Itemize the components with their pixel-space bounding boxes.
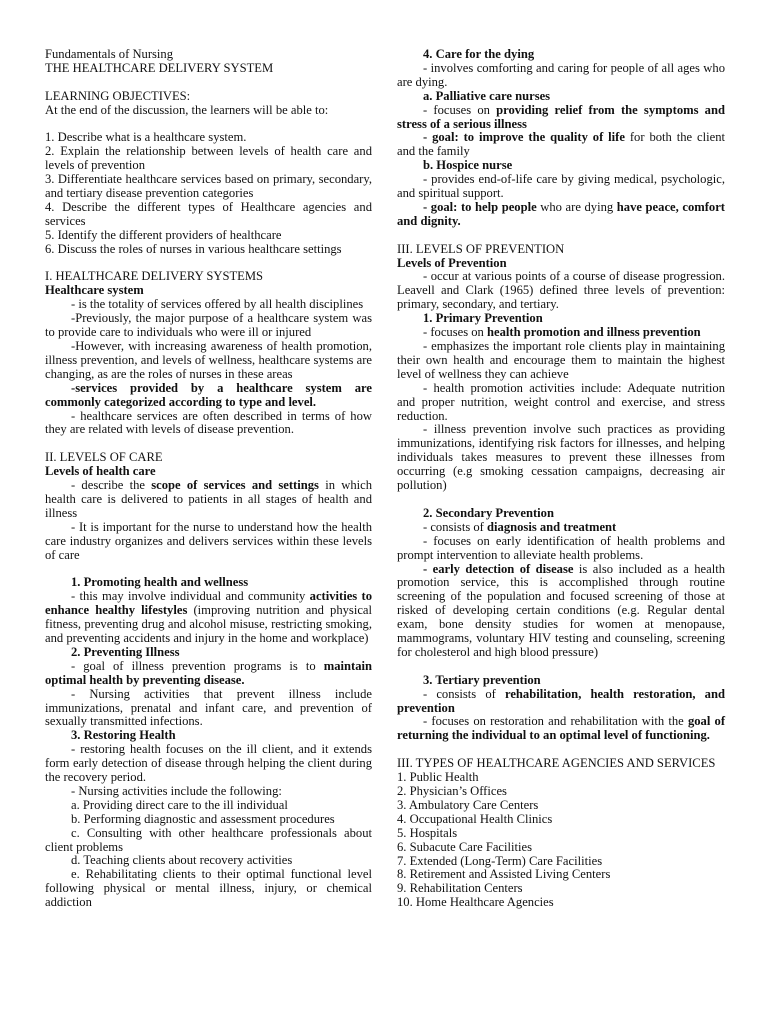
objectives-list (45, 131, 372, 256)
paragraph: - goal: to help people who are dying have peace, comfort and dignity. (397, 199, 726, 228)
paragraph: - consists of diagnosis and treatment (423, 519, 617, 534)
subtitle: b. Hospice nurse (423, 158, 513, 173)
document-title: THE HEALTHCARE DELIVERY SYSTEM (45, 60, 274, 75)
paragraph: - It is important for the nurse to understand how the health care industry organizes and delivers services within these levels of care (45, 519, 372, 562)
agency-item: 4. Occupational Health Clinics (397, 811, 553, 826)
paragraph: - healthcare services are often described in terms of how they are related with levels of disease prevention. (45, 408, 372, 437)
agency-item: 5. Hospitals (397, 825, 458, 840)
subtitle: a. Palliative care nurses (423, 88, 551, 103)
paragraph: -However, with increasing awareness of health promotion, illness prevention, and levels of wellness, healthcare systems are changing, as are the roles of nurses in these areas (45, 338, 372, 381)
list-item: c. Consulting with other healthcare professionals about client problems (45, 825, 372, 854)
objective-item: 1. Describe what is a healthcare system. (45, 130, 247, 145)
prevention-title: 3. Tertiary prevention (423, 672, 541, 687)
paragraph: - describe the scope of services and settings in which health care is delivered to patients in all stages of health and illness (45, 478, 373, 520)
paragraph: - focuses on health promotion and illness prevention (423, 325, 701, 340)
paragraph: - is the totality of services offered by all health disciplines (71, 297, 364, 312)
prevention-title: 1. Primary Prevention (423, 311, 543, 326)
paragraph: - emphasizes the important role clients play in maintaining their own health and encourage them to maintain the highest level of wellness they can achieve (397, 339, 725, 381)
objective-item: 2. Explain the relationship between levels of health care and levels of prevention (45, 144, 372, 173)
paragraph: - occur at various points of a course of disease progression. Leavell and Clark (1965) defined three levels of prevention: primary, secondary, and tertiary. (397, 269, 725, 312)
agencies-list (397, 771, 725, 910)
list-item: d. Teaching clients about recovery activities (71, 853, 293, 868)
paragraph: - focuses on restoration and rehabilitation with the goal of returning the individual to an optimal level of functioning. (397, 714, 726, 743)
agency-item: 7. Extended (Long-Term) Care Facilities (397, 853, 603, 868)
paragraph: - focuses on early identification of health problems and prompt intervention to alleviate health problems. (397, 533, 725, 562)
level-title: 3. Restoring Health (71, 728, 176, 743)
list-item: e. Rehabilitating clients to their optimal functional level following physical or mental illness, injury, or chemical addiction (45, 867, 372, 910)
agency-item: 2. Physician’s Offices (397, 783, 507, 798)
paragraph: - goal of illness prevention programs is to maintain optimal health by preventing disease. (45, 658, 372, 687)
paragraph: - consists of rehabilitation, health restoration, and prevention (397, 686, 725, 715)
objective-item: 5. Identify the different providers of healthcare (45, 227, 282, 242)
agency-item: 10. Home Healthcare Agencies (397, 895, 554, 910)
level-title: 4. Care for the dying (423, 47, 535, 61)
agency-item: 8. Retirement and Assisted Living Centers (397, 867, 611, 882)
paragraph: - health promotion activities include: Adequate nutrition and proper nutrition, weight control and exercise, and stress reduction. (397, 380, 725, 423)
paragraph: - restoring health focuses on the ill client, and it extends form early detection of disease through helping the client during the recovery period. (45, 742, 372, 785)
paragraph: - Nursing activities that prevent illness include immunizations, prenatal and infant care, and prevention of sexually transmitted infections. (45, 686, 372, 729)
paragraph: - goal: to improve the quality of life for both the client and the family (397, 130, 726, 159)
section-heading: I. HEALTHCARE DELIVERY SYSTEMS (45, 269, 264, 284)
paragraph: - focuses on providing relief from the symptoms and stress of a serious illness (397, 102, 725, 131)
paragraph: - illness prevention involve such practices as providing immunizations, identifying risk factors for illnesses, and helping individuals takes measures to prevent these illnesses from occurring (e.g smoking cessation campaigns, decreasing air pollution) (397, 422, 725, 493)
list-item: a. Providing direct care to the ill individual (71, 797, 288, 812)
section-heading: II. LEVELS OF CARE (45, 450, 163, 465)
level-title: 2. Preventing Illness (71, 644, 180, 659)
objective-item: 6. Discuss the roles of nurses in various healthcare settings (45, 241, 342, 256)
subheading: Healthcare system (45, 283, 144, 298)
paragraph: -Previously, the major purpose of a healthcare system was to provide care to individuals who were ill or injured (45, 311, 372, 340)
paragraph: - Nursing activities include the following: (71, 783, 282, 798)
objective-item: 3. Differentiate healthcare services based on primary, secondary, and tertiary disease prevention categories (45, 172, 372, 201)
section-heading: III. TYPES OF HEALTHCARE AGENCIES AND SERVICES (397, 756, 716, 771)
section-heading: III. LEVELS OF PREVENTION (397, 241, 565, 256)
subheading: Levels of health care (45, 464, 156, 479)
list-item: b. Performing diagnostic and assessment procedures (71, 811, 335, 826)
left-column (45, 48, 372, 910)
paragraph: - provides end-of-life care by giving medical, psychologic, and spiritual support. (397, 172, 725, 201)
paragraph: - involves comforting and caring for people of all ages who are dying. (397, 60, 725, 89)
agency-item: 3. Ambulatory Care Centers (397, 797, 539, 812)
objective-item: 4. Describe the different types of Healthcare agencies and services (45, 199, 372, 228)
prevention-title: 2. Secondary Prevention (423, 505, 554, 520)
paragraph: -services provided by a healthcare system are commonly categorized according to type and level. (45, 380, 372, 409)
right-column (397, 48, 725, 910)
course-name: Fundamentals of Nursing (45, 47, 174, 61)
paragraph: - early detection of disease is also included as a health promotion service, this is accomplished through routine screening of the population and focused screening of those at risked of developing certain conditions (e.g. Regular dental exam, bone density studies for women at menopause, mammograms, voluntary HIV testing and counseling, screening for cholesterol and high blood pressure) (397, 561, 726, 659)
agency-item: 6. Subacute Care Facilities (397, 839, 532, 854)
agency-item: 9. Rehabilitation Centers (397, 881, 523, 896)
agency-item: 1. Public Health (397, 770, 479, 785)
objectives-intro: At the end of the discussion, the learners will be able to: (45, 102, 329, 117)
level-title: 1. Promoting health and wellness (71, 575, 249, 590)
objectives-heading: LEARNING OBJECTIVES: (45, 88, 191, 103)
paragraph: - this may involve individual and community activities to enhance healthy lifestyles (improving nutrition and physical fitness, preventing drug and alcohol misuse, restricting smoking, and preventing accidents and injury in the home and workplace) (45, 589, 372, 645)
subheading: Levels of Prevention (397, 255, 507, 270)
